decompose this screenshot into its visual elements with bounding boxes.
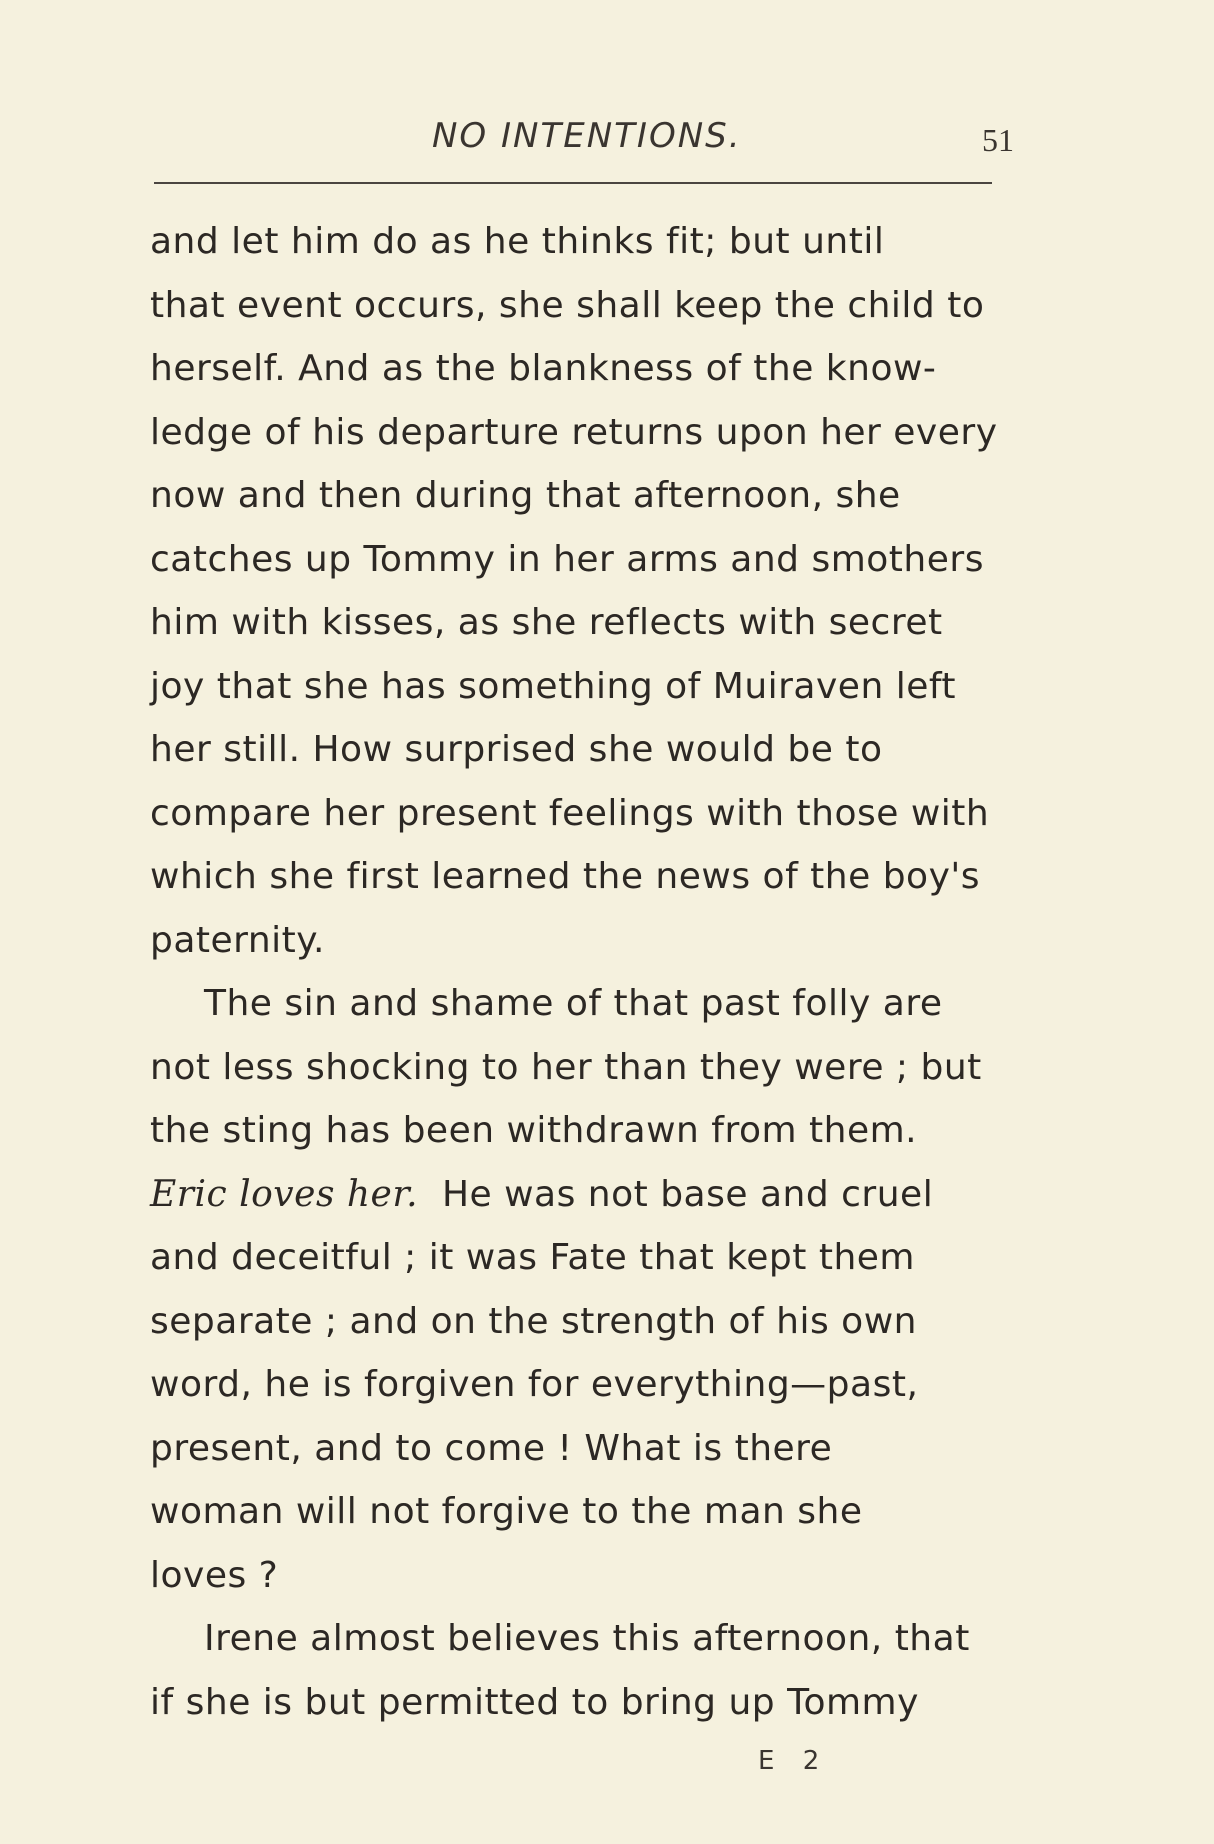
text-line: which she first learned the news of the boy's	[150, 856, 981, 897]
running-title: NO INTENTIONS.	[432, 116, 742, 156]
text-line-mixed	[150, 1163, 1050, 1227]
text-line: not less shocking to her than they were ; but	[150, 1046, 982, 1088]
text-line: now and then during that afternoon, she	[150, 475, 901, 516]
emphasis-text: Eric loves her.	[150, 1173, 419, 1215]
text-line: joy that she has something of Muiraven left	[150, 665, 957, 707]
body-text	[150, 210, 1050, 1734]
text-line: present, and to come ! What is there	[150, 1427, 833, 1469]
text-line: loves ?	[150, 1554, 279, 1596]
text-line: paternity.	[150, 919, 325, 961]
running-head	[0, 110, 1214, 160]
text-line: her still. How surprised she would be to	[150, 729, 883, 770]
text-line: compare her present feelings with those with	[150, 792, 990, 834]
text-line: herself. And as the blankness of the know-	[150, 348, 937, 389]
signature-mark: E 2	[758, 1746, 830, 1776]
text-line: that event occurs, she shall keep the child to	[150, 284, 985, 326]
text-line: ledge of his departure returns upon her every	[150, 411, 998, 453]
text-line: catches up Tommy in her arms and smothers	[150, 538, 984, 580]
text-line: the sting has been withdrawn from them.	[150, 1110, 918, 1151]
page-number: 51	[982, 122, 1014, 158]
text-line: word, he is forgiven for everything—past,	[150, 1364, 919, 1405]
text-line-rest: He was not base and cruel	[441, 1173, 934, 1215]
header-rule	[154, 182, 992, 184]
text-line: and deceitful ; it was Fate that kept them	[150, 1237, 915, 1278]
text-line: separate ; and on the strength of his own	[150, 1300, 917, 1342]
paragraph-start-line: Irene almost believes this afternoon, that	[204, 1618, 970, 1659]
text-line: him with kisses, as she reflects with secret	[150, 602, 943, 643]
paragraph-start-line: The sin and shame of that past folly are	[204, 983, 943, 1024]
text-line: and let him do as he thinks fit; but until	[150, 221, 885, 262]
text-line: woman will not forgive to the man she	[150, 1491, 863, 1532]
text-line: if she is but permitted to bring up Tommy	[150, 1681, 919, 1723]
